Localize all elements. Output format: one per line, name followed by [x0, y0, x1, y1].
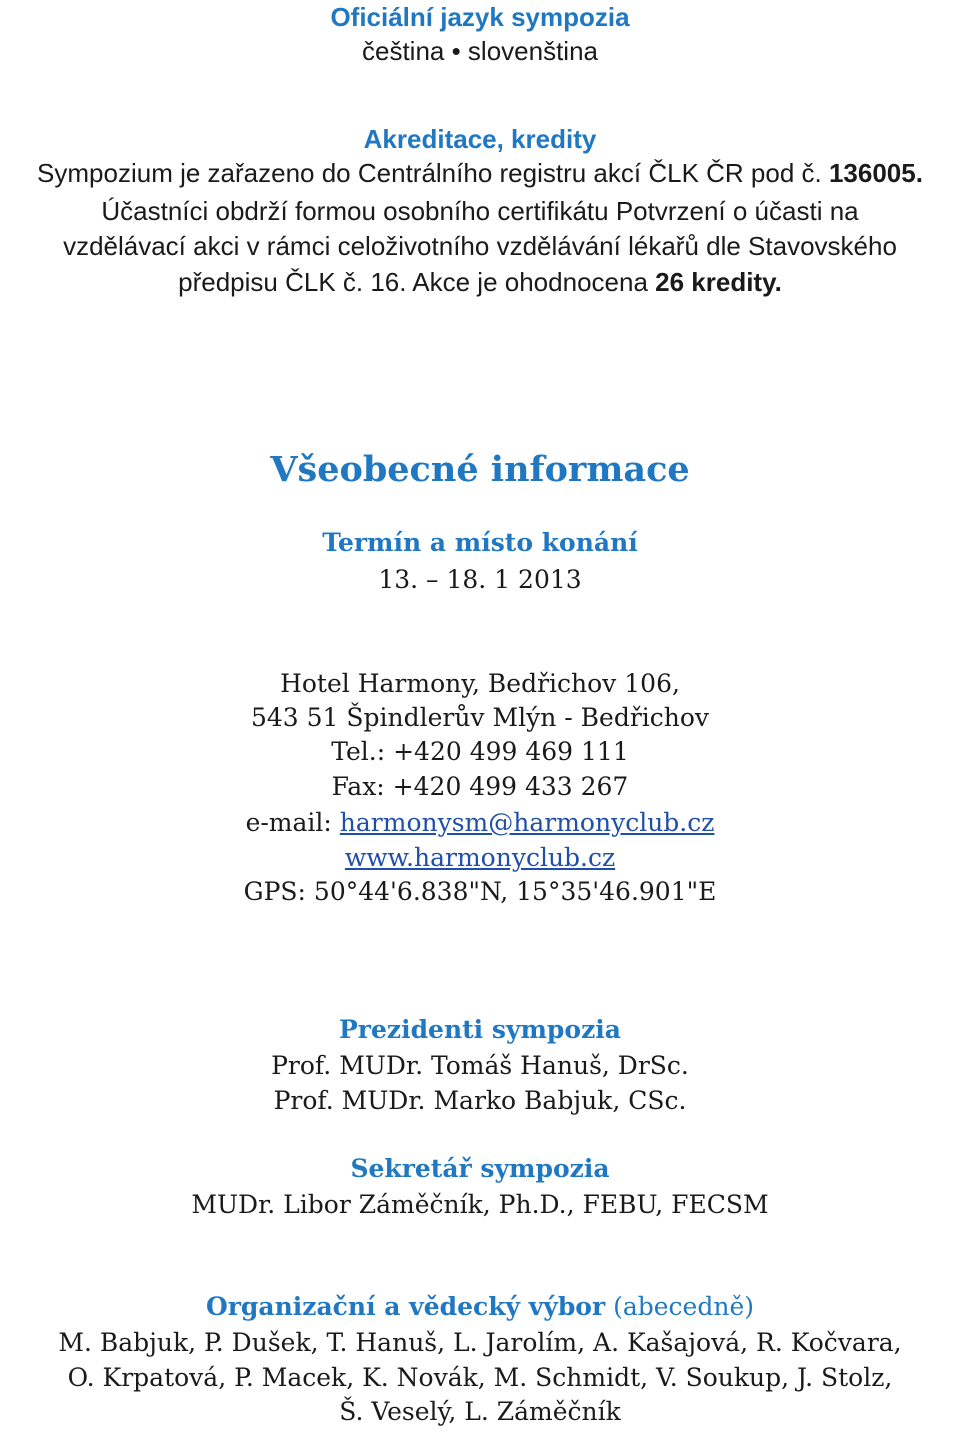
committee-heading-text: Organizační a vědecký výbor	[205, 1292, 606, 1321]
hotel-name: Hotel Harmony, Bedřichov 106,	[280, 669, 680, 698]
committee-members-line: O. Krpatová, P. Macek, K. Novák, M. Schmidt, V. Soukup, J. Stolz,	[67, 1363, 893, 1392]
committee-members-line: M. Babjuk, P. Dušek, T. Hanuš, L. Jarolím, A. Kašajová, R. Kočvara,	[58, 1328, 902, 1357]
website-line	[0, 843, 960, 872]
event-date: 13. – 18. 1 2013	[378, 565, 582, 594]
email-link[interactable]: harmonysm@harmonyclub.cz	[339, 808, 715, 837]
president-name: Prof. MUDr. Tomáš Hanuš, DrSc.	[271, 1051, 689, 1080]
accreditation-line-4	[0, 267, 960, 298]
committee-members-line: Š. Veselý, L. Záměčník	[339, 1397, 621, 1426]
language-value: čeština • slovenština	[361, 36, 598, 66]
secretary-name: MUDr. Libor Záměčník, Ph.D., FEBU, FECSM	[191, 1190, 769, 1219]
accreditation-line-1-text: Sympozium je zařazeno do Centrálního registru akcí ČLK ČR pod č.	[37, 158, 829, 188]
hotel-address: 543 51 Špindlerův Mlýn - Bedřichov	[250, 703, 710, 732]
committee-heading	[0, 1292, 960, 1321]
website-link[interactable]: www.harmonyclub.cz	[344, 843, 616, 872]
accreditation-line-2: Účastníci obdrží formou osobního certifikátu Potvrzení o účasti na	[101, 196, 859, 226]
date-venue-heading: Termín a místo konání	[322, 528, 638, 557]
accreditation-line-1	[0, 158, 960, 189]
accreditation-line-3: vzdělávací akci v rámci celoživotního vzdělávání lékařů dle Stavovského	[63, 231, 897, 261]
registry-number: 136005.	[828, 158, 923, 188]
credits-value: 26 kredity.	[655, 267, 782, 297]
accreditation-heading: Akreditace, kredity	[363, 124, 597, 154]
committee-note: (abecedně)	[605, 1292, 755, 1321]
president-name: Prof. MUDr. Marko Babjuk, CSc.	[273, 1086, 687, 1115]
gps-coordinates: GPS: 50°44'6.838"N, 15°35'46.901"E	[243, 877, 717, 906]
fax-number: Fax: +420 499 433 267	[331, 772, 629, 801]
phone-number: Tel.: +420 499 469 111	[331, 737, 629, 766]
secretary-heading: Sekretář sympozia	[350, 1154, 610, 1183]
language-heading: Oficiální jazyk sympozia	[330, 2, 630, 32]
email-label: e-mail:	[245, 808, 340, 837]
page-title: Všeobecné informace	[270, 449, 690, 490]
presidents-heading: Prezidenti sympozia	[339, 1015, 621, 1044]
email-line	[0, 808, 960, 837]
accreditation-line-4-text: předpisu ČLK č. 16. Akce je ohodnocena	[178, 267, 656, 297]
